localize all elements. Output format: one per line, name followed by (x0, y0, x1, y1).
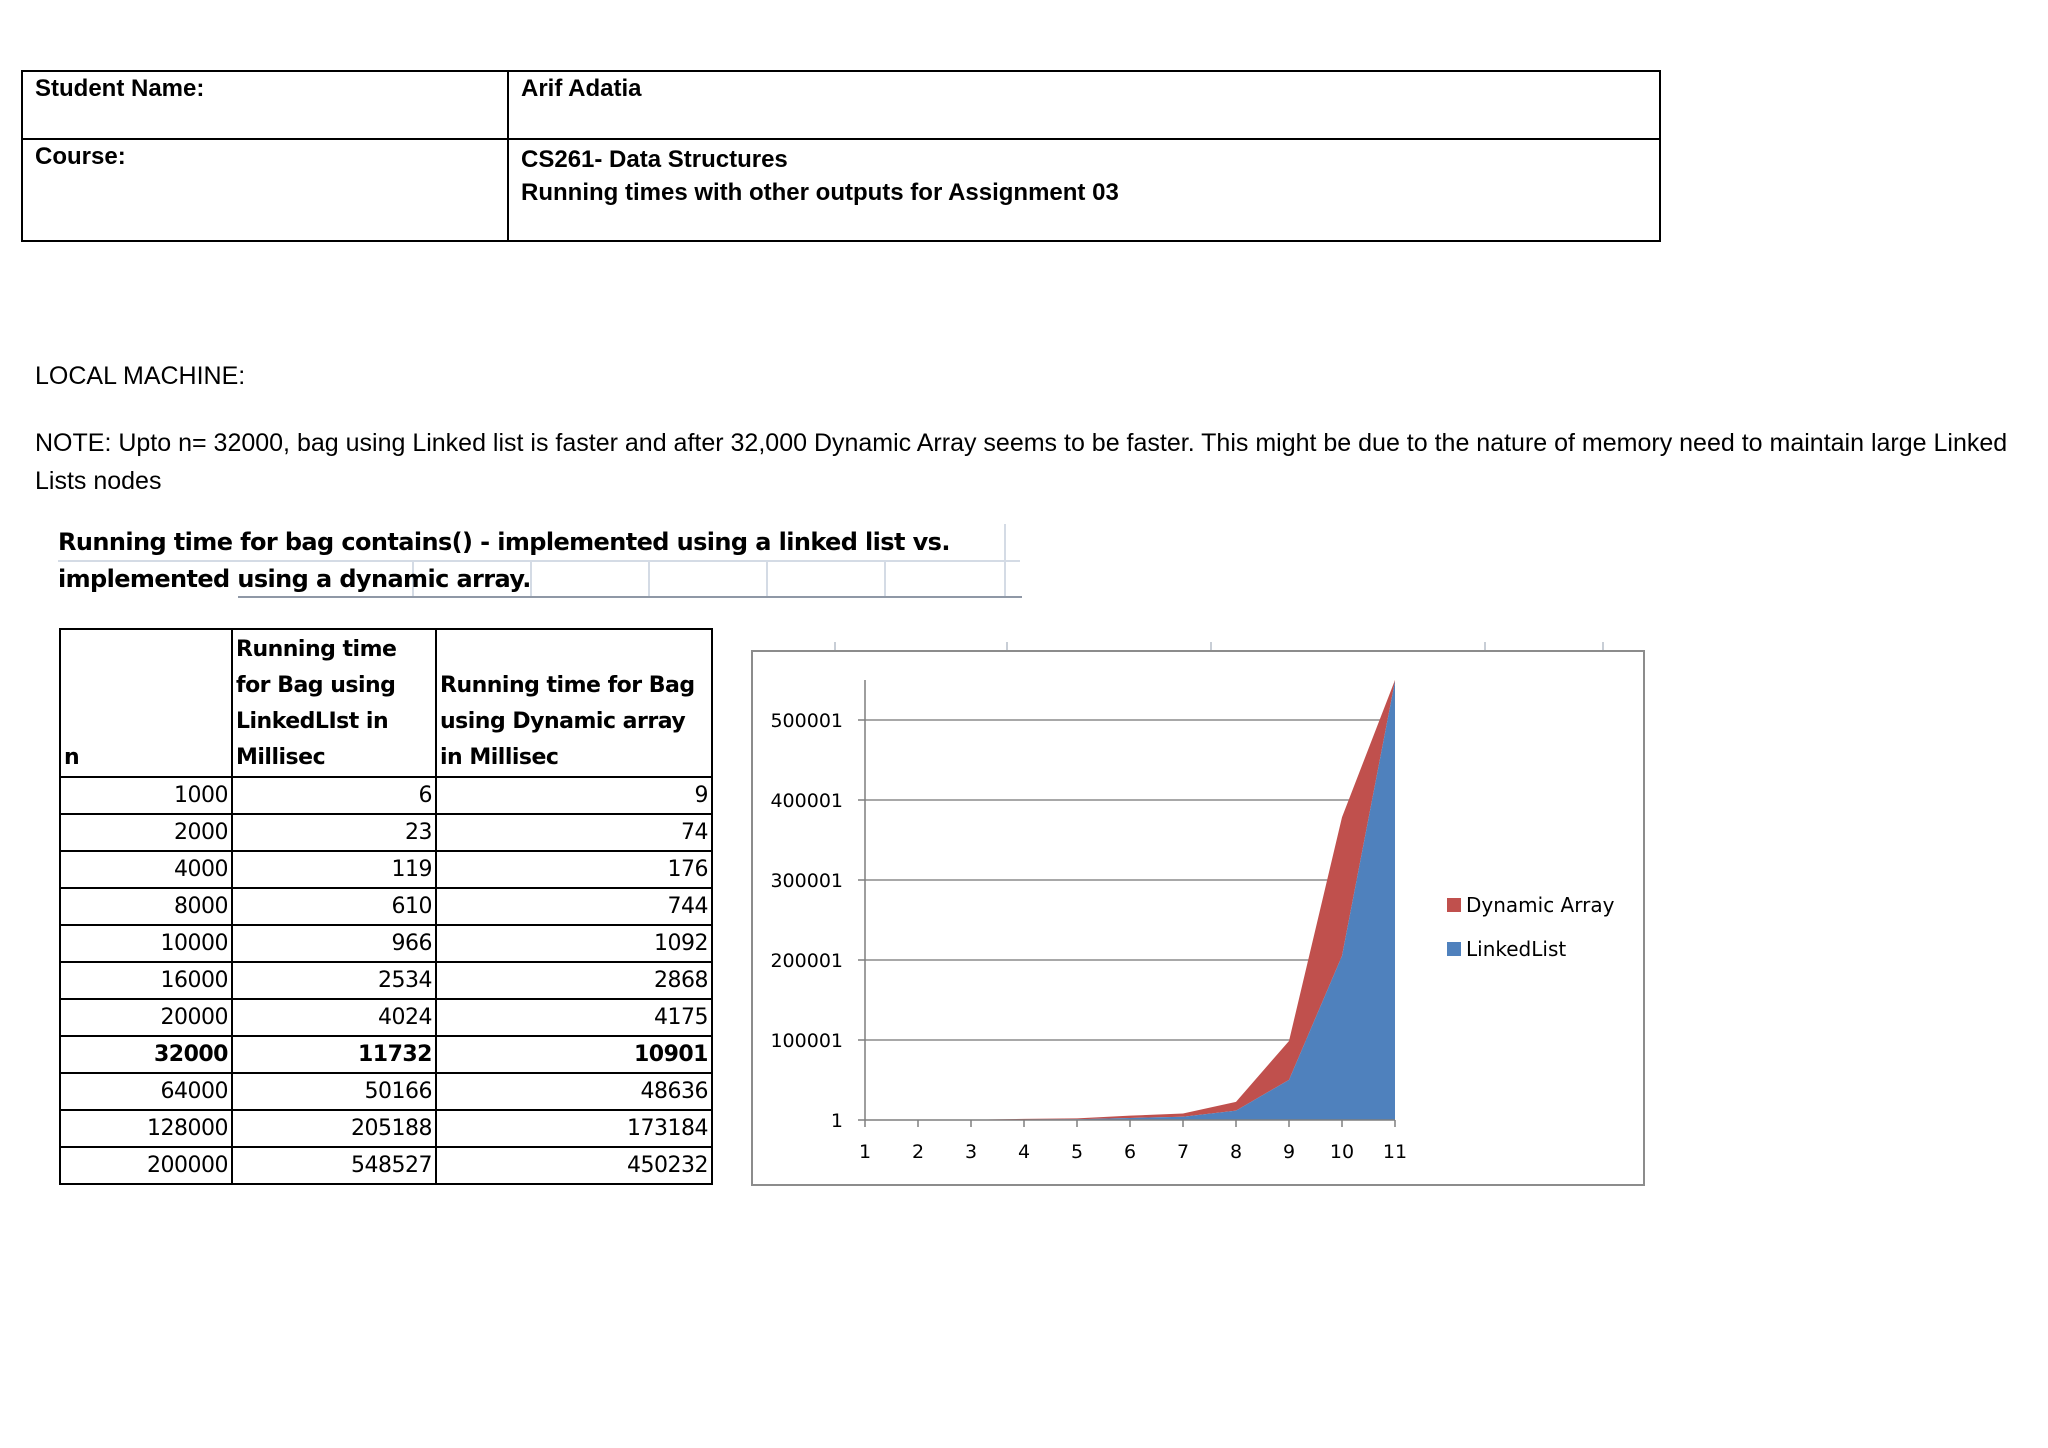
cell-n: 4000 (60, 851, 232, 888)
table-row (60, 962, 712, 999)
cell-n: 10000 (60, 925, 232, 962)
cell-dynamic-array: 176 (436, 851, 712, 888)
cell-linkedlist: 119 (232, 851, 436, 888)
table-row (60, 925, 712, 962)
sheet-gridline (1006, 642, 1008, 650)
course-label: Course: (22, 139, 508, 241)
student-name-label: Student Name: (22, 71, 508, 139)
sheet-caption: Running time for bag contains() - implemented using a linked list vs. implemented using a dynamic array. (58, 528, 950, 593)
note-paragraph: NOTE: Upto n= 32000, bag using Linked list is faster and after 32,000 Dynamic Array seems to be faster. This might be due to the nature of memory need to maintain large Linked Lists nodes (35, 429, 2008, 495)
table-body (60, 777, 712, 1184)
cell-linkedlist: 6 (232, 777, 436, 814)
cell-n: 16000 (60, 962, 232, 999)
y-tick-label: 200001 (770, 950, 843, 972)
cell-linkedlist: 23 (232, 814, 436, 851)
legend-item-dynamic-array (1447, 883, 1614, 927)
cell-n: 200000 (60, 1147, 232, 1184)
cell-dynamic-array: 4175 (436, 999, 712, 1036)
chart-legend (1447, 883, 1614, 971)
cell-dynamic-array: 74 (436, 814, 712, 851)
x-tick-label: 11 (1382, 1141, 1408, 1163)
cell-n: 128000 (60, 1110, 232, 1147)
area-linkedlist (865, 681, 1395, 1120)
y-tick-label: 300001 (770, 870, 843, 892)
table-row (60, 814, 712, 851)
x-tick-label: 6 (1123, 1141, 1137, 1163)
cell-linkedlist: 4024 (232, 999, 436, 1036)
sheet-gridline (1484, 642, 1486, 650)
cell-linkedlist: 205188 (232, 1110, 436, 1147)
y-tick-label: 400001 (770, 790, 843, 812)
assignment-title: Running times with other outputs for Assignment 03 (521, 179, 1119, 206)
cell-dynamic-array: 1092 (436, 925, 712, 962)
y-tick-label: 100001 (770, 1030, 843, 1052)
student-name-value: Arif Adatia (508, 71, 1660, 139)
x-tick-label: 3 (964, 1141, 978, 1163)
x-tick-label: 4 (1017, 1141, 1031, 1163)
cell-linkedlist: 11732 (232, 1036, 436, 1073)
sheet-gridline (834, 642, 836, 650)
student-info-table (21, 70, 1661, 242)
legend-swatch-dynamic-array (1447, 898, 1461, 912)
cell-linkedlist: 50166 (232, 1073, 436, 1110)
cell-n: 1000 (60, 777, 232, 814)
cell-dynamic-array: 744 (436, 888, 712, 925)
sheet-gridline (1210, 642, 1212, 650)
cell-dynamic-array: 48636 (436, 1073, 712, 1110)
table-row (60, 888, 712, 925)
cell-n: 2000 (60, 814, 232, 851)
table-row (60, 777, 712, 814)
table-row (60, 1073, 712, 1110)
table-row (60, 1036, 712, 1073)
header-linkedlist: Running time for Bag using LinkedLIst in Millisec (232, 629, 436, 777)
section-heading: LOCAL MACHINE: (35, 362, 246, 390)
cell-linkedlist: 966 (232, 925, 436, 962)
cell-linkedlist: 2534 (232, 962, 436, 999)
x-tick-label: 1 (858, 1141, 872, 1163)
x-tick-label: 5 (1070, 1141, 1084, 1163)
legend-item-linkedlist (1447, 927, 1614, 971)
course-value (508, 139, 1660, 241)
header-dynamic-array: Running time for Bag using Dynamic array in Millisec (436, 629, 712, 777)
cell-n: 20000 (60, 999, 232, 1036)
sheet-gridline (1602, 642, 1604, 650)
cell-dynamic-array: 10901 (436, 1036, 712, 1073)
cell-n: 64000 (60, 1073, 232, 1110)
cell-linkedlist: 610 (232, 888, 436, 925)
cell-dynamic-array: 450232 (436, 1147, 712, 1184)
table-row (60, 1110, 712, 1147)
x-tick-label: 2 (911, 1141, 925, 1163)
x-tick-label: 10 (1329, 1141, 1355, 1163)
cell-dynamic-array: 9 (436, 777, 712, 814)
y-tick-label: 500001 (770, 710, 843, 732)
legend-label-dynamic-array: Dynamic Array (1466, 893, 1615, 917)
cell-dynamic-array: 173184 (436, 1110, 712, 1147)
legend-swatch-linkedlist (1447, 942, 1461, 956)
header-n: n (60, 629, 232, 777)
x-tick-label: 7 (1176, 1141, 1190, 1163)
legend-label-linkedlist: LinkedList (1466, 937, 1567, 961)
cell-n: 32000 (60, 1036, 232, 1073)
table-row (60, 1147, 712, 1184)
x-tick-label: 8 (1229, 1141, 1243, 1163)
cell-linkedlist: 548527 (232, 1147, 436, 1184)
cell-n: 8000 (60, 888, 232, 925)
course-title: CS261- Data Structures (521, 146, 788, 173)
cell-dynamic-array: 2868 (436, 962, 712, 999)
y-tick-label: 1 (830, 1110, 843, 1132)
x-tick-label: 9 (1282, 1141, 1296, 1163)
table-row (60, 851, 712, 888)
running-time-table (59, 628, 713, 1185)
table-row (60, 999, 712, 1036)
